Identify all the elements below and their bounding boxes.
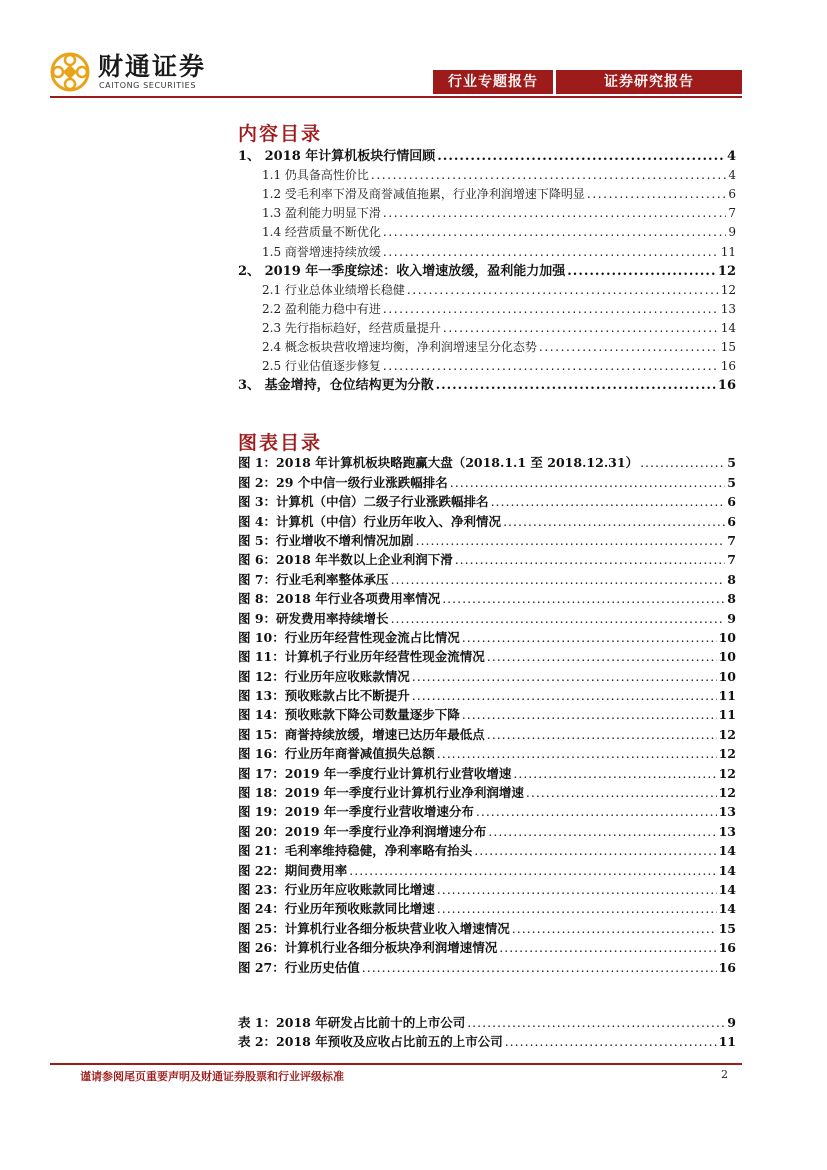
figure-entry[interactable]: [238, 743, 736, 762]
figure-entry[interactable]: [238, 491, 736, 510]
leader-dots: [437, 881, 717, 898]
figure-entry-page: 7: [727, 532, 736, 548]
toc-entry-label: 1.4 经营质量不断优化: [262, 225, 381, 240]
leader-dots: [412, 687, 717, 704]
figure-entry-page: 12: [718, 765, 736, 781]
figure-entry-page: 6: [727, 513, 736, 529]
figure-entry[interactable]: [238, 549, 736, 568]
figure-entry-page: 16: [718, 959, 736, 975]
figure-entry[interactable]: [238, 917, 736, 936]
figure-entry[interactable]: [238, 937, 736, 956]
figure-entry-label: 图 6：2018 年半数以上企业利润下滑: [238, 552, 453, 568]
leader-dots: [412, 668, 717, 685]
figure-entry[interactable]: [238, 723, 736, 742]
leader-dots: [640, 454, 725, 471]
figure-entry-page: 5: [727, 455, 736, 471]
toc-entry[interactable]: [238, 280, 736, 299]
figure-entry-label: 图 9：研发费用率持续增长: [238, 610, 389, 626]
leader-dots: [383, 358, 719, 375]
toc-entry[interactable]: [238, 299, 736, 318]
figure-entry-label: 图 3：计算机（中信）二级子行业涨跌幅排名: [238, 494, 489, 510]
figure-entry-label: 图 4：计算机（中信）行业历年收入、净利情况: [238, 513, 502, 529]
toc-entry-page: 12: [720, 282, 736, 297]
leader-dots: [476, 803, 717, 820]
leader-dots: [442, 590, 725, 607]
leader-dots: [488, 823, 716, 840]
toc-entry[interactable]: [238, 146, 736, 165]
figure-entry-label: 图 20：2019 年一季度行业净利润增速分布: [238, 823, 487, 839]
figure-list-title: 图表目录: [238, 432, 323, 454]
table-entry-page: 9: [727, 1015, 736, 1031]
table-entry[interactable]: [238, 1031, 736, 1050]
toc-entry-page: 14: [720, 320, 736, 335]
leader-dots: [383, 301, 719, 318]
toc-entry[interactable]: [238, 184, 736, 203]
figure-entry-label: 图 14：预收账款下降公司数量逐步下降: [238, 707, 460, 723]
toc-entry-page: 16: [720, 359, 736, 374]
toc-entry-page: 11: [720, 244, 736, 259]
table-entry-page: 11: [718, 1034, 736, 1050]
leader-dots: [462, 706, 717, 723]
toc-entry-label: 3、 基金增持，仓位结构更为分散: [238, 378, 434, 394]
figure-entry-page: 15: [718, 920, 736, 936]
toc-entry-label: 1.3 盈利能力明显下滑: [262, 206, 381, 221]
figure-entry[interactable]: [238, 820, 736, 839]
figure-entry-page: 9: [727, 610, 736, 626]
leader-dots: [437, 900, 717, 917]
toc-entry-label: 2.1 行业总体业绩增长稳健: [262, 282, 405, 297]
leader-dots: [407, 282, 719, 299]
brand-name-en: CAITONG SECURITIES: [99, 81, 196, 90]
toc-entry-page: 12: [717, 263, 736, 279]
toc-entry-page: 15: [720, 340, 736, 355]
toc-entry-page: 7: [728, 206, 736, 221]
figure-entry-page: 14: [718, 901, 736, 917]
report-type-tag: 行业专题报告: [433, 70, 553, 94]
figure-entry-label: 图 10：行业历年经营性现金流占比情况: [238, 629, 460, 645]
figure-entry-label: 图 5：行业增收不增利情况加剧: [238, 532, 414, 548]
figure-entry-label: 图 13：预收账款占比不断提升: [238, 688, 410, 704]
leader-dots: [467, 1014, 725, 1031]
toc-entry-label: 2.3 先行指标趋好，经营质量提升: [262, 320, 441, 335]
leader-dots: [383, 224, 726, 241]
toc-entry-label: 2.5 行业估值逐步修复: [262, 359, 381, 374]
toc-entry-page: 16: [717, 378, 736, 394]
figure-entry[interactable]: [238, 665, 736, 684]
figure-entry[interactable]: [238, 588, 736, 607]
table-list: [238, 1012, 736, 1050]
figure-entry-label: 图 17：2019 年一季度行业计算机行业营收增速: [238, 765, 512, 781]
leader-dots: [450, 474, 726, 491]
figure-entry-label: 图 12：行业历年应收账款情况: [238, 668, 410, 684]
leader-dots: [443, 320, 719, 337]
figure-entry-label: 图 18：2019 年一季度行业计算机行业净利润增速: [238, 785, 524, 801]
figure-entry[interactable]: [238, 452, 736, 471]
leader-dots: [362, 959, 717, 976]
table-entry-label: 表 2：2018 年预收及应收占比前五的上市公司: [238, 1034, 503, 1050]
leader-dots: [505, 1033, 717, 1050]
leader-dots: [383, 244, 719, 261]
figure-entry-page: 11: [718, 688, 736, 704]
figure-entry-page: 12: [718, 746, 736, 762]
disclaimer-note: 谨请参阅尾页重要声明及财通证券股票和行业评级标准: [80, 1070, 344, 1083]
toc-entry[interactable]: [238, 222, 736, 241]
figure-entry[interactable]: [238, 782, 736, 801]
leader-dots: [383, 205, 726, 222]
figure-entry-page: 10: [718, 629, 736, 645]
caitong-logo-icon: [50, 52, 90, 92]
toc-entry-page: 4: [728, 168, 736, 183]
figure-entry-page: 14: [718, 862, 736, 878]
toc-entry[interactable]: [238, 356, 736, 375]
toc-entry-label: 1、 2018 年计算机板块行情回顾: [238, 149, 436, 165]
figure-entry-page: 10: [718, 668, 736, 684]
leader-dots: [349, 862, 716, 879]
report-category-tag: 证券研究报告: [556, 70, 742, 94]
leader-dots: [455, 551, 726, 568]
figure-entry-label: 图 19：2019 年一季度行业营收增速分布: [238, 804, 474, 820]
figure-entry-page: 7: [727, 552, 736, 568]
leader-dots: [437, 745, 717, 762]
figure-entry-label: 图 2：29 个中信一级行业涨跌幅排名: [238, 474, 448, 490]
toc-entry-label: 1.1 仍具备高性价比: [262, 168, 369, 183]
figure-entry-page: 8: [727, 571, 736, 587]
toc-entry[interactable]: [238, 165, 736, 184]
figure-entry[interactable]: [238, 530, 736, 549]
figure-entry-page: 13: [718, 804, 736, 820]
figure-entry-page: 14: [718, 881, 736, 897]
figure-entry[interactable]: [238, 898, 736, 917]
toc-entry-page: 13: [720, 301, 736, 316]
figure-entry[interactable]: [238, 859, 736, 878]
figure-entry-page: 8: [727, 591, 736, 607]
figure-entry[interactable]: [238, 568, 736, 587]
toc-entry-page: 4: [726, 149, 736, 165]
figure-entry-label: 图 23：行业历年应收账款同比增速: [238, 881, 435, 897]
toc-entry[interactable]: [238, 261, 736, 280]
figure-entry[interactable]: [238, 510, 736, 529]
toc-entry-label: 1.5 商誉增速持续放缓: [262, 244, 381, 259]
figure-entry[interactable]: [238, 762, 736, 781]
leader-dots: [491, 493, 726, 510]
figure-entry-label: 图 24：行业历年预收账款同比增速: [238, 901, 435, 917]
toc-entry[interactable]: [238, 318, 736, 337]
toc-entry-label: 2.4 概念板块营收增速均衡，净利润增速呈分化态势: [262, 340, 537, 355]
figure-entry[interactable]: [238, 471, 736, 490]
page-number: 2: [721, 1068, 728, 1081]
figure-entry-label: 图 16：行业历年商誉减值损失总额: [238, 746, 435, 762]
leader-dots: [499, 939, 716, 956]
figure-entry-page: 14: [718, 843, 736, 859]
figure-entry-label: 图 21：毛利率维持稳健，净利率略有抬头: [238, 843, 473, 859]
toc-list: [238, 146, 736, 394]
figure-entry-page: 12: [718, 785, 736, 801]
figure-entry[interactable]: [238, 956, 736, 975]
figure-entry[interactable]: [238, 801, 736, 820]
toc-entry-page: 9: [728, 225, 736, 240]
figure-entry-page: 6: [727, 494, 736, 510]
figure-entry-page: 13: [718, 823, 736, 839]
leader-dots: [474, 842, 716, 859]
figure-entry-page: 5: [727, 474, 736, 490]
toc-title: 内容目录: [238, 123, 323, 145]
leader-dots: [487, 648, 717, 665]
figure-entry-page: 10: [718, 649, 736, 665]
toc-entry[interactable]: [238, 375, 736, 394]
toc-entry-label: 2.2 盈利能力稳中有进: [262, 301, 381, 316]
toc-entry[interactable]: [238, 337, 736, 356]
toc-entry[interactable]: [238, 241, 736, 260]
footer-divider: [50, 1063, 742, 1065]
page-header: [0, 0, 827, 100]
leader-dots: [587, 186, 726, 203]
figure-entry-label: 图 26：计算机行业各细分板块净利润增速情况: [238, 940, 498, 956]
leader-dots: [416, 532, 726, 549]
leader-dots: [371, 167, 726, 184]
figure-entry-label: 图 25：计算机行业各细分板块营业收入增速情况: [238, 920, 510, 936]
leader-dots: [503, 513, 725, 530]
leader-dots: [512, 920, 717, 937]
figure-entry-page: 11: [718, 707, 736, 723]
table-entry-label: 表 1：2018 年研发占比前十的上市公司: [238, 1015, 466, 1031]
leader-dots: [567, 263, 716, 280]
toc-entry-label: 2、 2019 年一季度综述：收入增速放缓，盈利能力加强: [238, 263, 566, 279]
figure-entry-page: 16: [718, 940, 736, 956]
leader-dots: [462, 629, 717, 646]
leader-dots: [513, 765, 716, 782]
leader-dots: [539, 339, 719, 356]
figure-entry[interactable]: [238, 840, 736, 859]
figure-entry[interactable]: [238, 646, 736, 665]
figure-entry-label: 图 1：2018 年计算机板块略跑赢大盘（2018.1.1 至 2018.12.31）: [238, 455, 639, 471]
figure-entry[interactable]: [238, 627, 736, 646]
figure-entry-label: 图 11：计算机子行业历年经营性现金流情况: [238, 649, 485, 665]
figure-entry-label: 图 22：期间费用率: [238, 862, 348, 878]
leader-dots: [436, 377, 716, 394]
figure-entry[interactable]: [238, 607, 736, 626]
leader-dots: [391, 571, 726, 588]
toc-entry[interactable]: [238, 203, 736, 222]
header-divider: [50, 96, 742, 98]
figure-entry[interactable]: [238, 879, 736, 898]
figure-entry-label: 图 7：行业毛利率整体承压: [238, 571, 389, 587]
toc-entry-label: 1.2 受毛利率下滑及商誉减值拖累，行业净利润增速下降明显: [262, 187, 585, 202]
figure-entry-label: 图 27：行业历史估值: [238, 959, 360, 975]
table-entry[interactable]: [238, 1012, 736, 1031]
figure-entry-label: 图 8：2018 年行业各项费用率情况: [238, 591, 441, 607]
brand-name-cn: 财通证券: [98, 52, 207, 81]
figure-entry[interactable]: [238, 685, 736, 704]
leader-dots: [526, 784, 717, 801]
figure-entry-label: 图 15：商誉持续放缓，增速已达历年最低点: [238, 726, 485, 742]
figure-entry[interactable]: [238, 704, 736, 723]
toc-entry-page: 6: [728, 187, 736, 202]
leader-dots: [437, 148, 725, 165]
leader-dots: [487, 726, 717, 743]
figure-list: [238, 452, 736, 976]
leader-dots: [391, 610, 726, 627]
figure-entry-page: 12: [718, 726, 736, 742]
